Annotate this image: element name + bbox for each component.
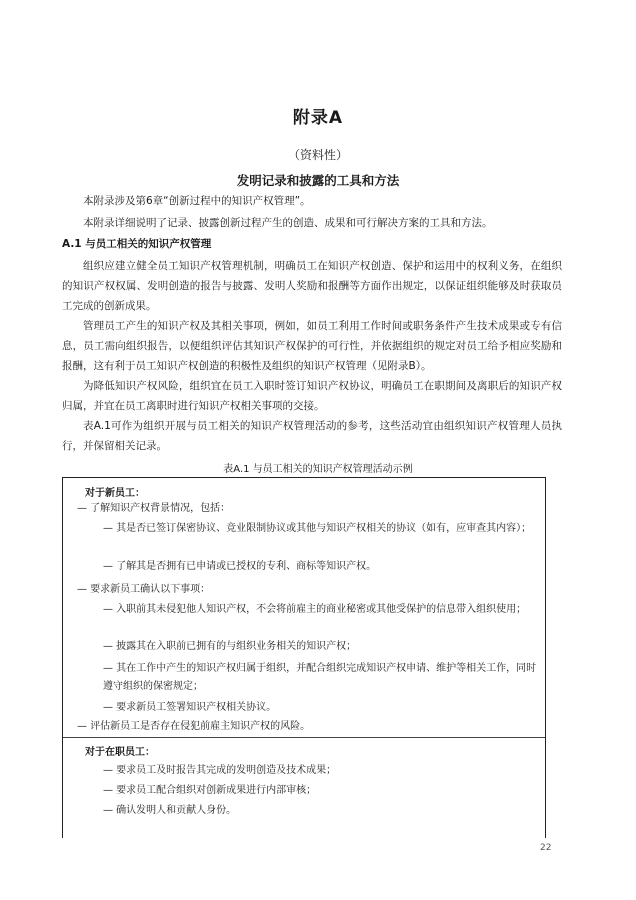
page-number: 22 xyxy=(540,843,552,853)
section-a1-paragraph-1: 组织应建立健全员工知识产权管理机制，明确员工在知识产权创造、保护和运用中的权利义务，在组织的知识产权权属、发明创造的报告与披露、发明人奖励和报酬等方面作出规定，以保证组织能够及时获取员工完成的创新成果。 xyxy=(62,260,562,312)
section-a1-paragraph-4: 表A.1可作为组织开展与员工相关的知识产权管理活动的参考，这些活动宜由组织知识产权管理人员执行，并保留相关记录。 xyxy=(62,420,562,452)
list-item: — 确认发明人和贡献人身份。 xyxy=(103,805,237,816)
list-item: — 其是否已签订保密协议、竞业限制协议或其他与知识产权相关的协议（如有，应审查其内容）； xyxy=(103,523,532,534)
list-item: — 要求新员工确认以下事项： xyxy=(77,584,211,595)
list-item: — 评估新员工是否存在侵犯前雇主知识产权的风险。 xyxy=(77,721,311,732)
list-item: — 披露其在入职前已拥有的与组织业务相关的知识产权； xyxy=(103,641,357,652)
intro-paragraph-1: 本附录涉及第6章“创新过程中的知识产权管理”。 xyxy=(83,195,311,207)
list-item: — 要求员工及时报告其完成的发明创造及技术成果； xyxy=(103,765,337,776)
intro-paragraph-2: 本附录详细说明了记录、披露创新过程产生的创造、成果和可行解决方案的工具和方法。 xyxy=(83,217,493,229)
table-caption: 表A.1 与员工相关的知识产权管理活动示例 xyxy=(223,464,413,475)
appendix-title: 附录A xyxy=(292,108,344,128)
list-item: — 要求新员工签署知识产权相关协议。 xyxy=(103,702,277,713)
appendix-subtitle: （资料性） xyxy=(287,148,348,162)
list-item: — 其在工作中产生的知识产权归属于组织，并配合组织完成知识产权申请、维护等相关工作，同时遵守组织的保密规定； xyxy=(103,663,537,692)
table-row-divider xyxy=(63,737,545,738)
list-item: — 了解知识产权背景情况，包括： xyxy=(77,503,231,514)
list-item: — 了解其是否拥有已申请或已授权的专利、商标等知识产权。 xyxy=(103,561,377,572)
section-heading-a1: A.1 与员工相关的知识产权管理 xyxy=(62,238,212,250)
section-a1-paragraph-3: 为降低知识产权风险，组织宜在员工入职时签订知识产权协议，明确员工在职期间及离职后的知识产权归属，并宜在员工离职时进行知识产权相关事项的交接。 xyxy=(62,380,562,412)
section-a1-paragraph-2: 管理员工产生的知识产权及其相关事项，例如，如员工利用工作时间或职务条件产生技术成果或专有信息，员工需向组织报告，以便组织评估其知识产权保护的可行性，并依据组织的规定对员工给予相应奖励和报酬，这有利于员工知识产权创造的积极性及组织的知识产权管理（见附录B）。 xyxy=(62,320,562,372)
new-staff-heading: 对于新员工： xyxy=(85,488,145,499)
document-title: 发明记录和披露的工具和方法 xyxy=(236,173,400,188)
list-item: — 要求员工配合组织对创新成果进行内部审核； xyxy=(103,785,317,796)
list-item: — 入职前其未侵犯他人知识产权，不会将前雇主的商业秘密或其他受保护的信息带入组织使用； xyxy=(103,604,527,615)
staff-activity-table xyxy=(62,477,546,838)
current-staff-heading: 对于在职员工： xyxy=(85,747,155,758)
